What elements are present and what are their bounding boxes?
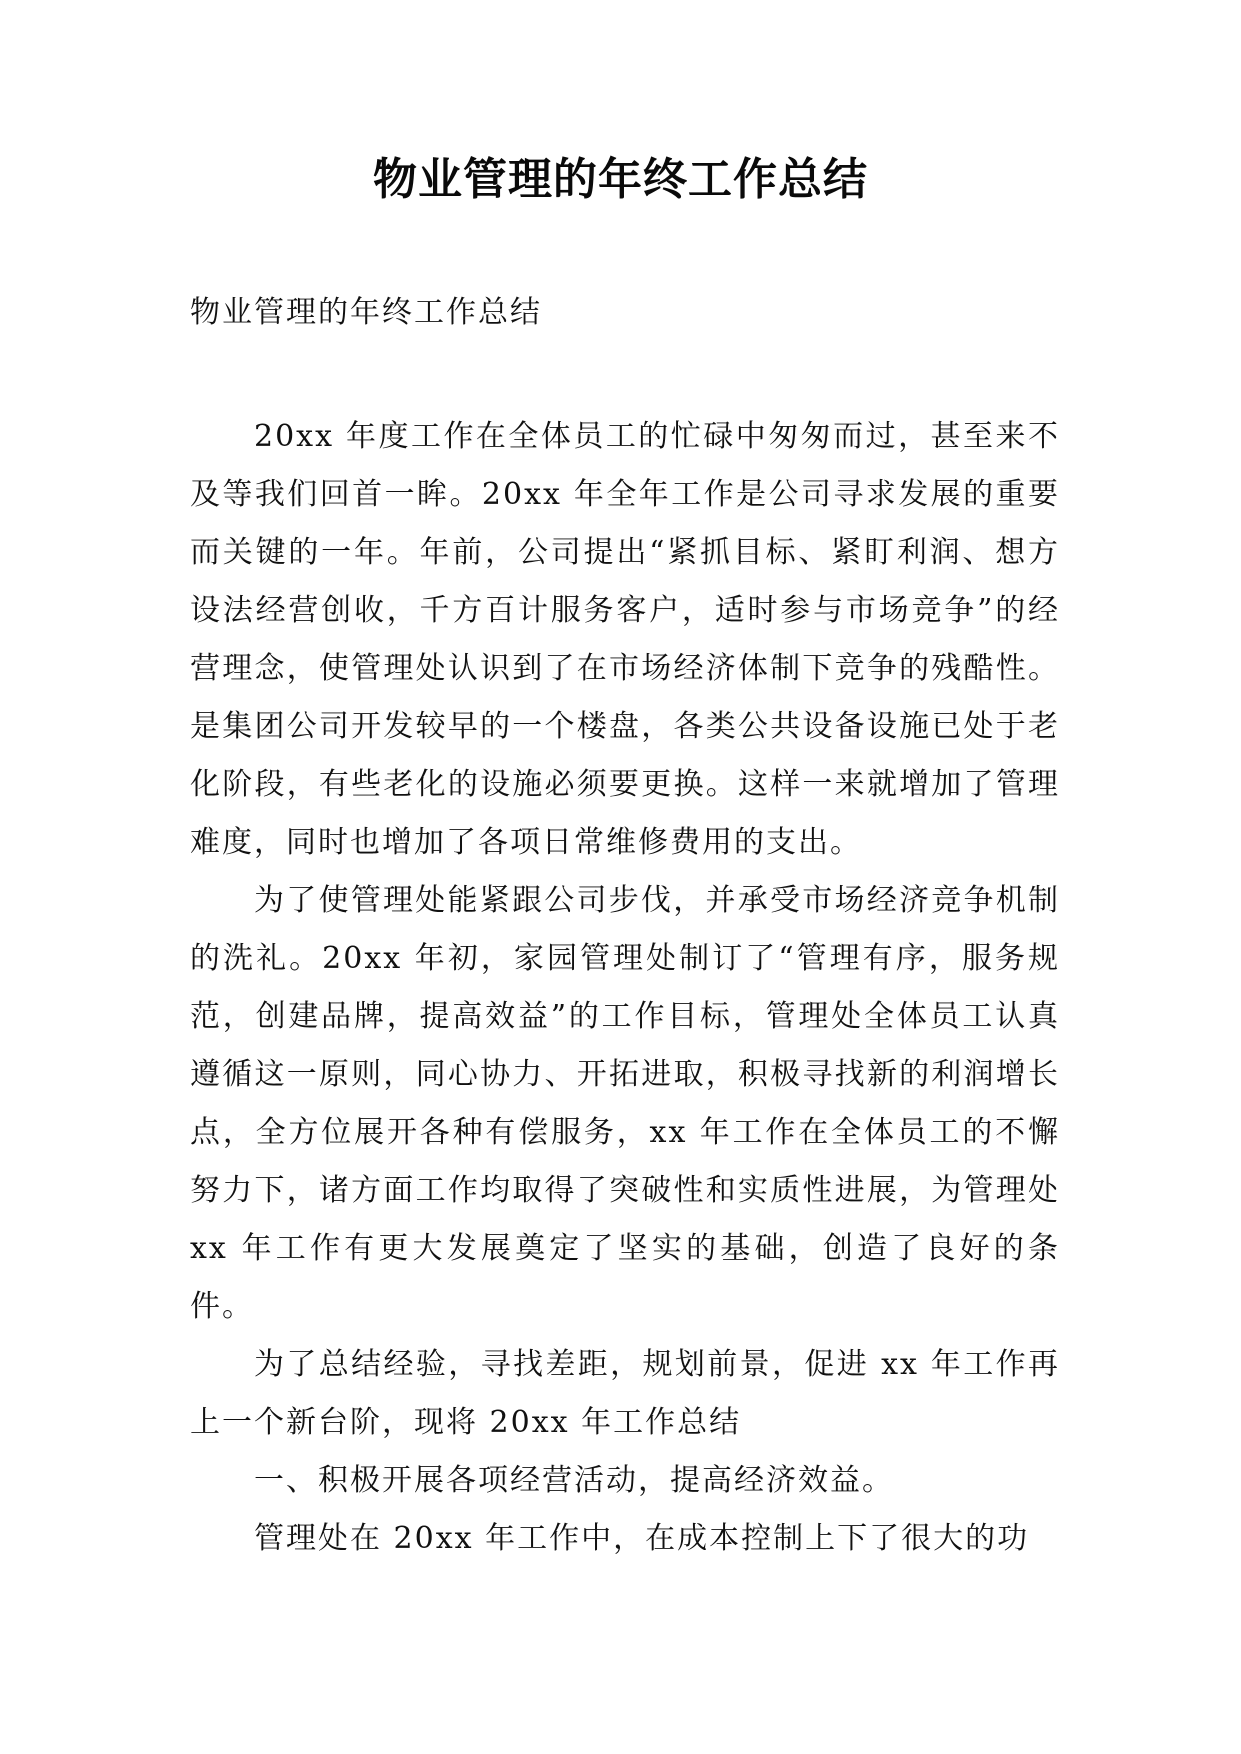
document-subtitle: 物业管理的年终工作总结 — [190, 295, 542, 330]
paragraph-4: 管理处在 20xx 年工作中，在成本控制上下了很大的功 — [254, 1521, 1030, 1556]
paragraph-1: 20xx 年度工作在全体员工的忙碌中匆匆而过，甚至来不及等我们回首一眸。20xx 年全年工作是公司寻求发展的重要而关键的一年。年前，公司提出“紧抓目标、紧盯利润、想方设法经营创收，千方百计服务客户，适时参与市场竞争”的经营理念，使管理处认识到了在市场经济体制下竞争的残酷性。是集团公司开发较早的一个楼盘，各类公共设备设施已处于老化阶段，有些老化的设施必须要更换。这样一来就增加了管理难度，同时也增加了各项日常维修费用的支出。 — [190, 419, 1060, 860]
document-body — [190, 408, 1060, 1568]
section-heading-1: 一、积极开展各项经营活动，提高经济效益。 — [254, 1463, 894, 1498]
paragraph-3: 为了总结经验，寻找差距，规划前景，促进 xx 年工作再上一个新台阶，现将 20xx 年工作总结 — [190, 1347, 1060, 1440]
paragraph-2: 为了使管理处能紧跟公司步伐，并承受市场经济竞争机制的洗礼。20xx 年初，家园管理处制订了“管理有序，服务规范，创建品牌，提高效益”的工作目标，管理处全体员工认真遵循这一原则，同心协力、开拓进取，积极寻找新的利润增长点，全方位展开各种有偿服务，xx 年工作在全体员工的不懈努力下，诸方面工作均取得了突破性和实质性进展，为管理处 xx 年工作有更大发展奠定了坚实的基础，创造了良好的条件。 — [190, 883, 1060, 1324]
document-title: 物业管理的年终工作总结 — [373, 154, 868, 205]
